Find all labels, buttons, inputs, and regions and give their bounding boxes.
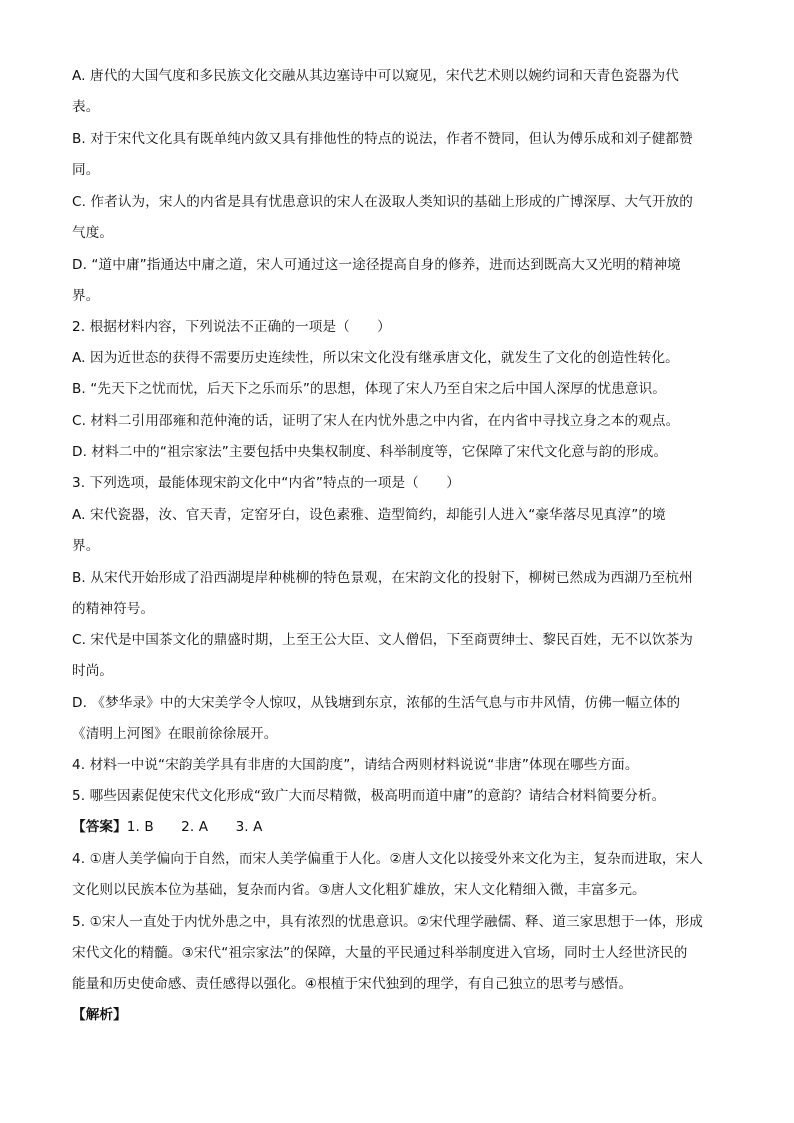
- option-line: B. 对于宋代文化具有既单纯内敛又具有排他性的特点的说法，作者不赞同，但认为傅乐成和刘子健都赞: [72, 131, 693, 147]
- option-line: 界。: [72, 288, 100, 304]
- option-line: 气度。: [72, 225, 114, 241]
- question-2: 2. 根据材料内容，下列说法不正确的一项是（ ）: [72, 319, 391, 335]
- option-line: B. “先天下之忧而忧，后天下之乐而乐”的思想，体现了宋人乃至自宋之后中国人深厚的忧患意识。: [72, 381, 666, 397]
- answer-line: 4. ①唐人美学偏向于自然，而宋人美学偏重于人化。②唐人文化以接受外来文化为主，复杂而进取，宋人: [72, 851, 703, 867]
- question-5: 5. 哪些因素促使宋代文化形成“致广大而尽精微，极高明而道中庸”的意韵？请结合材料简要分析。: [72, 788, 666, 804]
- option-line: 时尚。: [72, 663, 114, 679]
- option-line: A. 因为近世态的获得不需要历史连续性，所以宋文化没有继承唐文化，就发生了文化的创造性转化。: [72, 350, 679, 366]
- answer-line: 5. ①宋人一直处于内忧外患之中，具有浓烈的忧患意识。②宋代理学融儒、释、道三家思想于一体，形成: [72, 914, 703, 930]
- answer-line: 能量和历史使命感、责任感得以强化。④根植于宋代独到的理学，有自己独立的思考与感悟。: [72, 976, 633, 992]
- answer-label: 【答案】: [72, 819, 127, 835]
- option-line: D. “道中庸”指通达中庸之道，宋人可通过这一途径提高自身的修养，进而达到既高大又光明的精神境: [72, 257, 681, 273]
- option-line: A. 宋代瓷器，汝、官天青，定窑牙白，设色素雅、造型简约，却能引人进入“豪华落尽见真淳”的境: [72, 507, 666, 523]
- answer-row: [72, 817, 732, 837]
- question-3: 3. 下列选项，最能体现宋韵文化中“内省”特点的一项是（ ）: [72, 475, 460, 491]
- option-line: C. 材料二引用邵雍和范仲淹的话，证明了宋人在内忧外患之中内省，在内省中寻找立身之本的观点。: [72, 413, 680, 429]
- answer-line: 文化则以民族本位为基础，复杂而内省。③唐人文化粗犷雄放，宋人文化精细入微，丰富多元。: [72, 882, 646, 898]
- analysis-label: 【解析】: [72, 1007, 127, 1023]
- option-line: 界。: [72, 538, 100, 554]
- option-line: A. 唐代的大国气度和多民族文化交融从其边塞诗中可以窥见，宋代艺术则以婉约词和天青色瓷器为代: [72, 68, 679, 84]
- option-line: C. 作者认为，宋人的内省是具有忧患意识的宋人在汲取人类知识的基础上形成的广博深厚、大气开放的: [72, 194, 693, 210]
- question-4: 4. 材料一中说“宋韵美学具有非唐的大国韵度”，请结合两则材料说说“非唐”体现在哪些方面。: [72, 757, 639, 773]
- answer-line: 宋代文化的精髓。③宋代“祖宗家法”的保障，大量的平民通过科举制度进入官场，同时士人经世济民的: [72, 945, 688, 961]
- option-line: 同。: [72, 162, 100, 178]
- option-line: 的精神符号。: [72, 601, 155, 617]
- option-line: 表。: [72, 99, 100, 115]
- answer-choices: 1. B 2. A 3. A: [126, 819, 263, 835]
- option-line: 《清明上河图》在眼前徐徐展开。: [72, 726, 278, 742]
- option-line: D. 材料二中的“祖宗家法”主要包括中央集权制度、科举制度等，它保障了宋代文化意与韵的形成。: [72, 444, 668, 460]
- option-line: D. 《梦华录》中的大宋美学令人惊叹，从钱塘到东京，浓郁的生活气息与市井风情，仿佛一幅立体的: [72, 695, 681, 711]
- option-line: B. 从宋代开始形成了沿西湖堤岸种桃柳的特色景观，在宋韵文化的投射下，柳树已然成为西湖乃至杭州: [72, 570, 693, 586]
- option-line: C. 宋代是中国茶文化的鼎盛时期，上至王公大臣、文人僧侣，下至商贾绅士、黎民百姓，无不以饮茶为: [72, 632, 693, 648]
